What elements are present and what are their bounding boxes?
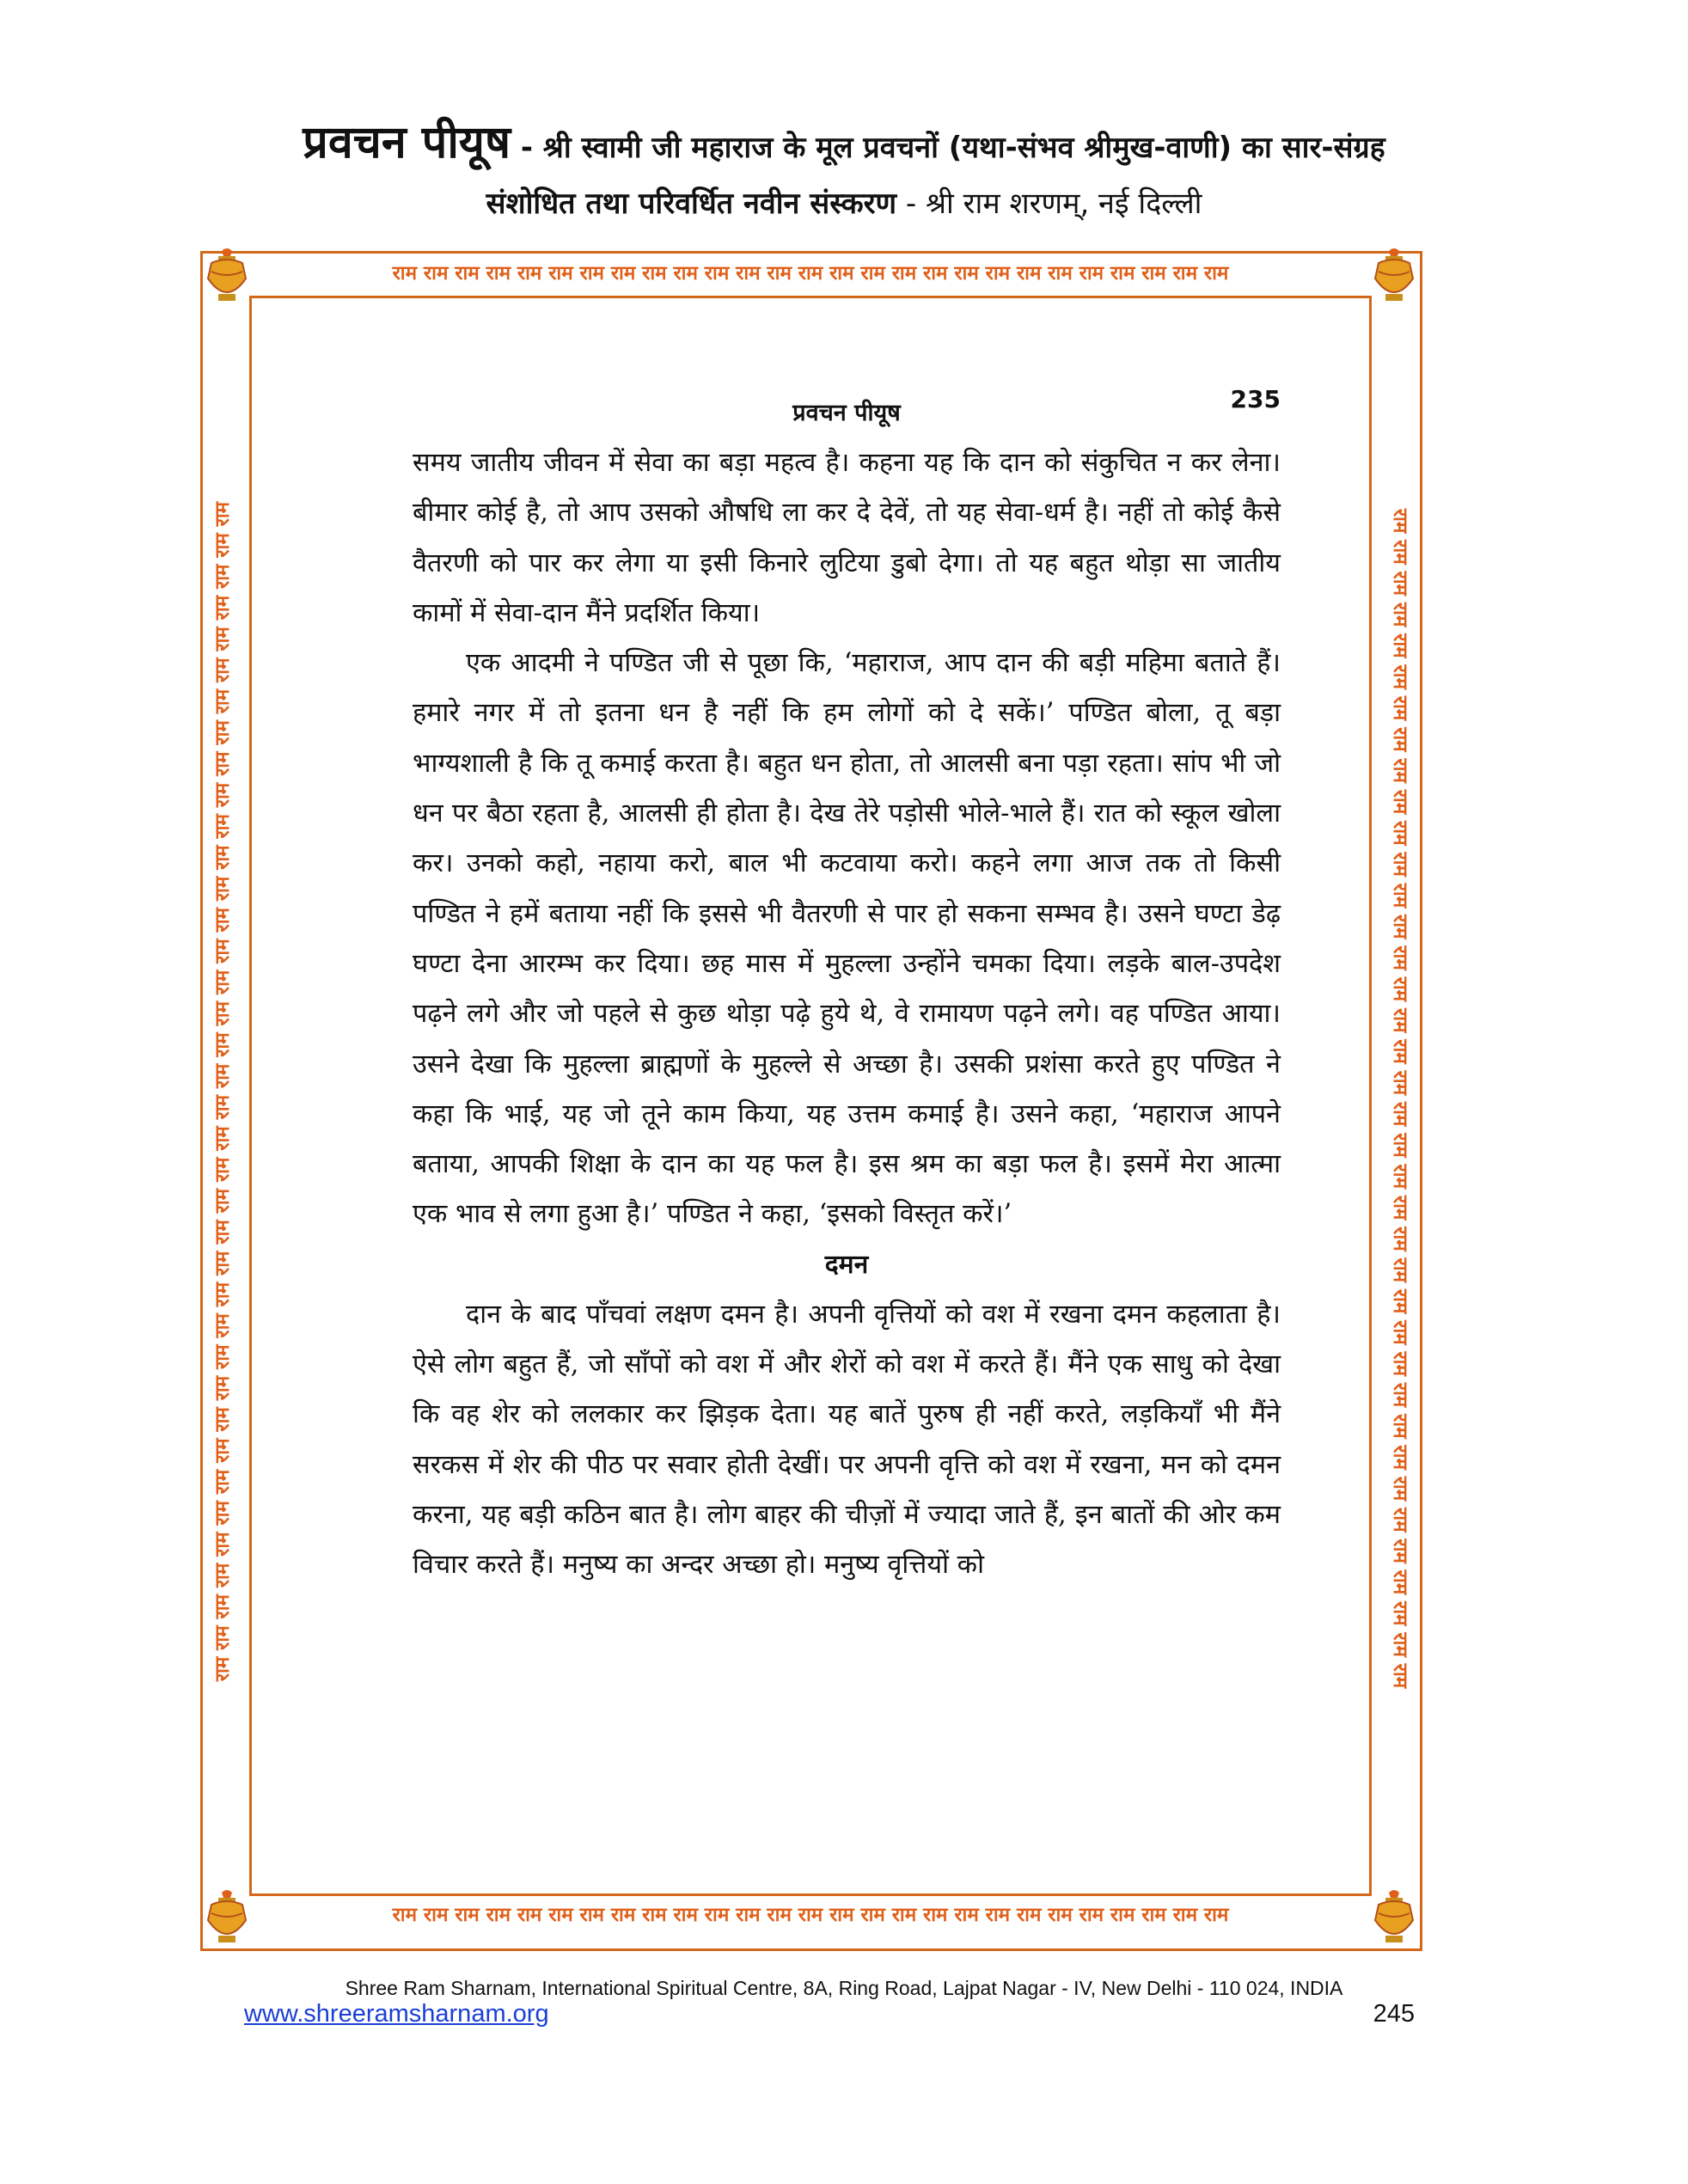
book-page-header <box>413 378 1281 438</box>
paragraph: समय जातीय जीवन में सेवा का बड़ा महत्व है। कहना यह कि दान को संकुचित न कर लेना। बीमार कोई है, तो आप उसको औषधि ला कर दे देवें, तो यह सेवा-धर्म है। नहीं तो कोई कैसे वैतरणी को पार कर लेगा या इसी किनारे लुटिया डुबो देगा। तो यह बहुत थोड़ा सा जातीय कामों में सेवा-दान मैंने प्रदर्शित किया। <box>413 448 1281 628</box>
header-title-description: - श्री स्वामी जी महाराज के मूल प्रवचनों (यथा-संभव श्रीमुख-वाणी) का सार-संग्रह <box>511 131 1385 165</box>
kalash-icon <box>1370 246 1418 303</box>
footer-address: Shree Ram Sharnam, International Spiritual Centre, 8A, Ring Road, Lajpat Nagar - IV, New Delhi - 110 024, INDIA <box>345 1977 1343 1999</box>
kalash-icon <box>203 1887 251 1944</box>
ram-border-left: राम राम राम राम राम राम राम राम राम राम राम राम राम राम राम राम राम राम राम राम राम राम राम राम राम राम राम राम राम राम राम राम राम राम राम राम राम राम <box>211 501 234 1682</box>
header-subtitle-edition: संशोधित तथा परिवर्धित नवीन संस्करण <box>486 187 897 221</box>
running-title: प्रवचन पीयूष <box>792 400 901 426</box>
website-link[interactable]: www.shreeramsharnam.org <box>244 2000 549 2028</box>
inner-border-left <box>249 296 252 1896</box>
header-title-line <box>0 110 1688 171</box>
header-subtitle-line <box>0 182 1688 222</box>
header-subtitle-publisher: - श्री राम शरणम्, नई दिल्ली <box>896 187 1202 221</box>
inner-border-bottom <box>249 1893 1372 1896</box>
book-page <box>413 378 1281 1591</box>
book-page-number: 235 <box>1230 385 1281 413</box>
ram-border-top: राम राम राम राम राम राम राम राम राम राम राम राम राम राम राम राम राम राम राम राम राम राम राम राम राम राम राम <box>392 262 1229 284</box>
footer-page-number: 245 <box>1373 2000 1415 2028</box>
header-title: प्रवचन पीयूष <box>303 117 511 168</box>
inner-border-top <box>249 296 1372 298</box>
section-paragraph: दान के बाद पाँचवां लक्षण दमन है। अपनी वृत्तियों को वश में रखना दमन कहलाता है। ऐसे लोग बहुत हैं, जो साँपों को वश में और शेरों को वश में करते हैं। मैंने एक साधु को देखा कि वह शेर को ललकार कर झिड़क देता। यह बातें पुरुष ही नहीं करते, लड़कियाँ भी मैंने सरकस में शेर की पीठ पर सवार होती देखीं। पर अपनी वृत्ति को वश में रखना, मन को दमन करना, यह बड़ी कठिन बात है। लोग बाहर की चीज़ों में ज्यादा जाते हैं, इन बातों की ओर कम विचार करते हैं। मनुष्य का अन्दर अच्छा हो। मनुष्य वृत्तियों को <box>413 1299 1281 1581</box>
kalash-icon <box>1370 1887 1418 1944</box>
ram-border-bottom: राम राम राम राम राम राम राम राम राम राम राम राम राम राम राम राम राम राम राम राम राम राम राम राम राम राम राम <box>392 1904 1229 1926</box>
kalash-icon <box>203 246 251 303</box>
ram-border-right: राम राम राम राम राम राम राम राम राम राम राम राम राम राम राम राम राम राम राम राम राम राम राम राम राम राम राम राम राम राम राम राम राम राम राम राम राम राम <box>1389 508 1411 1689</box>
section-heading: दमन <box>824 1249 869 1280</box>
paragraph: एक आदमी ने पण्डित जी से पूछा कि, ‘महाराज, आप दान की बड़ी महिमा बताते हैं। हमारे नगर में तो इतना धन है नहीं कि हम लोगों को दे सकें।’ पण्डित बोला, तू बड़ा भाग्यशाली है कि तू कमाई करता है। बहुत धन होता, तो आलसी बना पड़ा रहता। सांप भी जो धन पर बैठा रहता है, आलसी ही होता है। देख तेरे पड़ोसी भोले-भाले हैं। रात को स्कूल खोला कर। उनको कहो, नहाया करो, बाल भी कटवाया करो। कहने लगा आज तक तो किसी पण्डित ने हमें बताया नहीं कि इससे भी वैतरणी से पार हो सकना सम्भव है। उसने घण्टा डेढ़ घण्टा देना आरम्भ कर दिया। छह मास में मुहल्ला उन्होंने चमका दिया। लड़के बाल-उपदेश पढ़ने लगे और जो पहले से कुछ थोड़ा पढ़े हुये थे, वे रामायण पढ़ने लगे। वह पण्डित आया। उसने देखा कि मुहल्ला ब्राह्मणों के मुहल्ले से अच्छा है। उसकी प्रशंसा करते हुए पण्डित ने कहा कि भाई, यह जो तूने काम किया, यह उत्तम कमाई है। उसने कहा, ‘महाराज आपने बताया, आपकी शिक्षा के दान का यह फल है। इस श्रम का बड़ा फल है। इसमें मेरा आत्मा एक भाव से लगा हुआ है।’ पण्डित ने कहा, ‘इसको विस्तृत करें।’ <box>413 648 1281 1230</box>
inner-border-right <box>1369 296 1372 1896</box>
